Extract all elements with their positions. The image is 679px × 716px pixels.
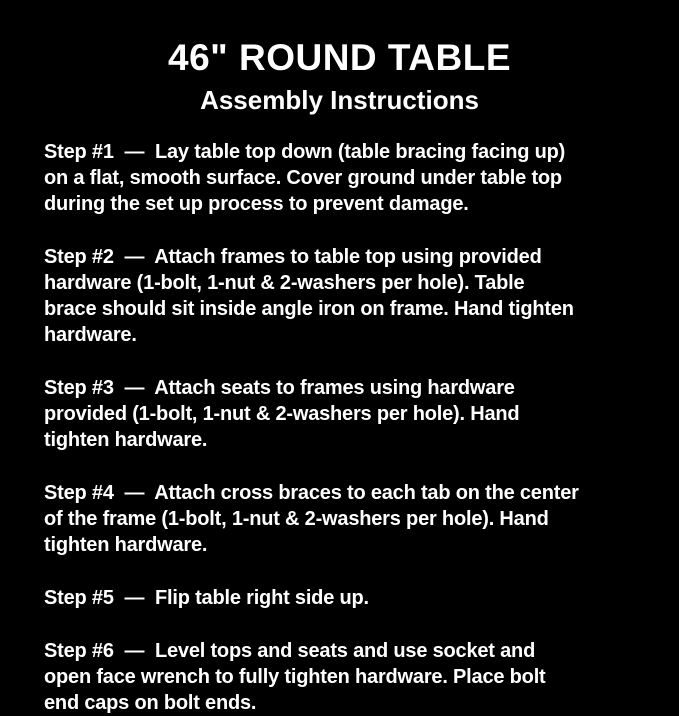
step-paragraph-6 (44, 638, 645, 716)
step-text-line: provided (1-bolt, 1-nut & 2-washers per hole). Hand (44, 403, 520, 425)
step-text-line: on a flat, smooth surface. Cover ground under table top (44, 167, 562, 189)
step-text-line: Step #4 — Attach cross braces to each tab on the center (44, 482, 579, 504)
step-text-line: tighten hardware. (44, 534, 208, 556)
step-text-line: during the set up process to prevent damage. (44, 193, 469, 215)
step-paragraph-5 (44, 585, 645, 611)
step-text-line: end caps on bolt ends. (44, 692, 257, 714)
step-text-line: Step #6 — Level tops and seats and use socket and (44, 640, 536, 662)
step-text-line: of the frame (1-bolt, 1-nut & 2-washers per hole). Hand (44, 508, 549, 530)
step-text-line: Step #2 — Attach frames to table top using provided (44, 246, 542, 268)
step-text-line: hardware. (44, 324, 137, 346)
page-title: 46" ROUND TABLE (168, 37, 511, 78)
step-text-line: Step #3 — Attach seats to frames using hardware (44, 377, 515, 399)
page-subtitle: Assembly Instructions (200, 85, 479, 115)
step-paragraph-1 (44, 139, 645, 217)
step-text-line: open face wrench to fully tighten hardware. Place bolt (44, 666, 546, 688)
steps-list (44, 139, 645, 716)
step-paragraph-2 (44, 244, 645, 348)
step-paragraph-3 (44, 375, 645, 453)
step-text-line: tighten hardware. (44, 429, 208, 451)
step-paragraph-4 (44, 480, 645, 558)
step-text-line: hardware (1-bolt, 1-nut & 2-washers per hole). Table (44, 272, 525, 294)
step-text-line: brace should sit inside angle iron on frame. Hand tighten (44, 298, 574, 320)
step-text-line: Step #5 — Flip table right side up. (44, 587, 369, 609)
step-text-line: Step #1 — Lay table top down (table bracing facing up) (44, 141, 566, 163)
